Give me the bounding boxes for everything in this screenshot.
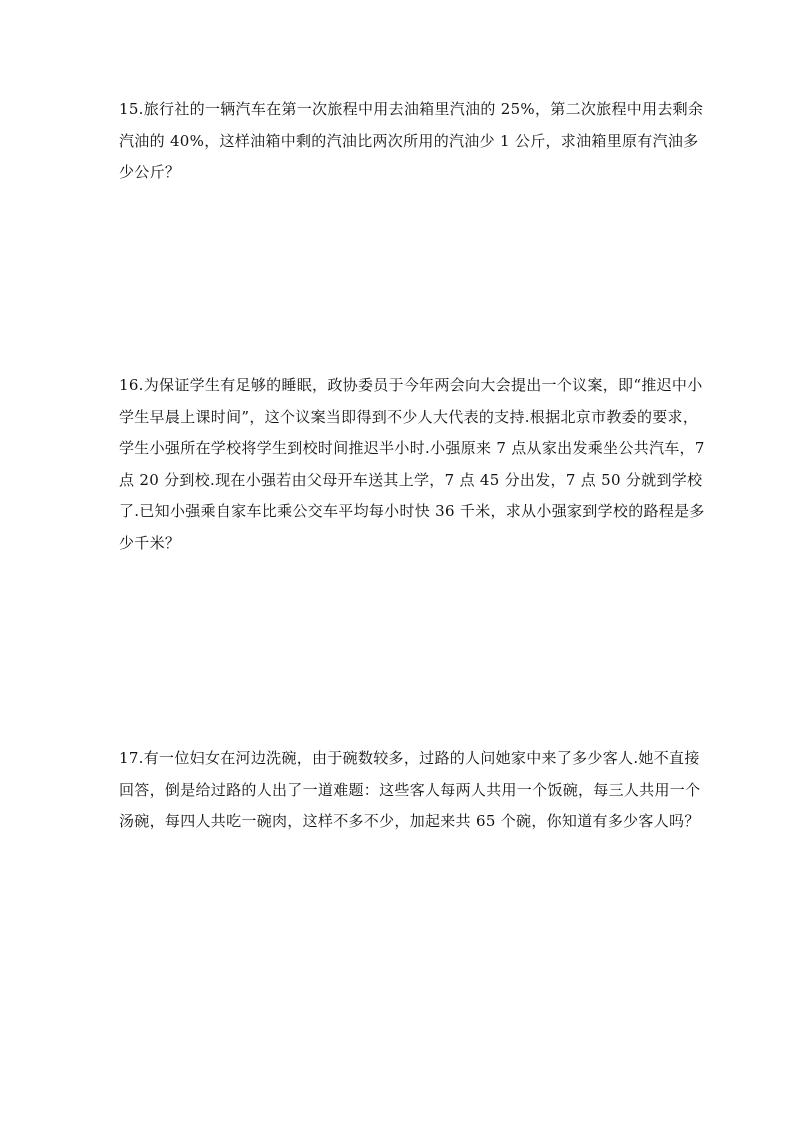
problem-15: 15.旅行社的一辆汽车在第一次旅程中用去油箱里汽油的 25%，第二次旅程中用去剩余汽油的 40%，这样油箱中剩的汽油比两次所用的汽油少 1 公斤，求油箱里原有汽油多少公斤？: [119, 100, 704, 181]
problem-16: 16.为保证学生有足够的睡眠，政协委员于今年两会向大会提出一个议案，即“推迟中小学生早晨上课时间”，这个议案当即得到不少人大代表的支持.根据北京市教委的要求，学生小强所在学校将学生到校时间推迟半小时.小强原来 7 点从家出发乘坐公共汽车，7 点 20 分到校.现在小强若由父母开车送其上学，7 点 45 分出发，7 点 50 分就到学校了.已知小强乘自家车比乘公交车平均每小时快 36 千米，求从小强家到学校的路程是多少千米？: [119, 376, 705, 552]
problem-17: 17.有一位妇女在河边洗碗，由于碗数较多，过路的人问她家中来了多少客人.她不直接回答，倒是给过路的人出了一道难题：这些客人每两人共用一个饭碗，每三人共用一个汤碗，每四人共吃一碗肉，这样不多不少，加起来共 65 个碗，你知道有多少客人吗？: [119, 749, 701, 830]
